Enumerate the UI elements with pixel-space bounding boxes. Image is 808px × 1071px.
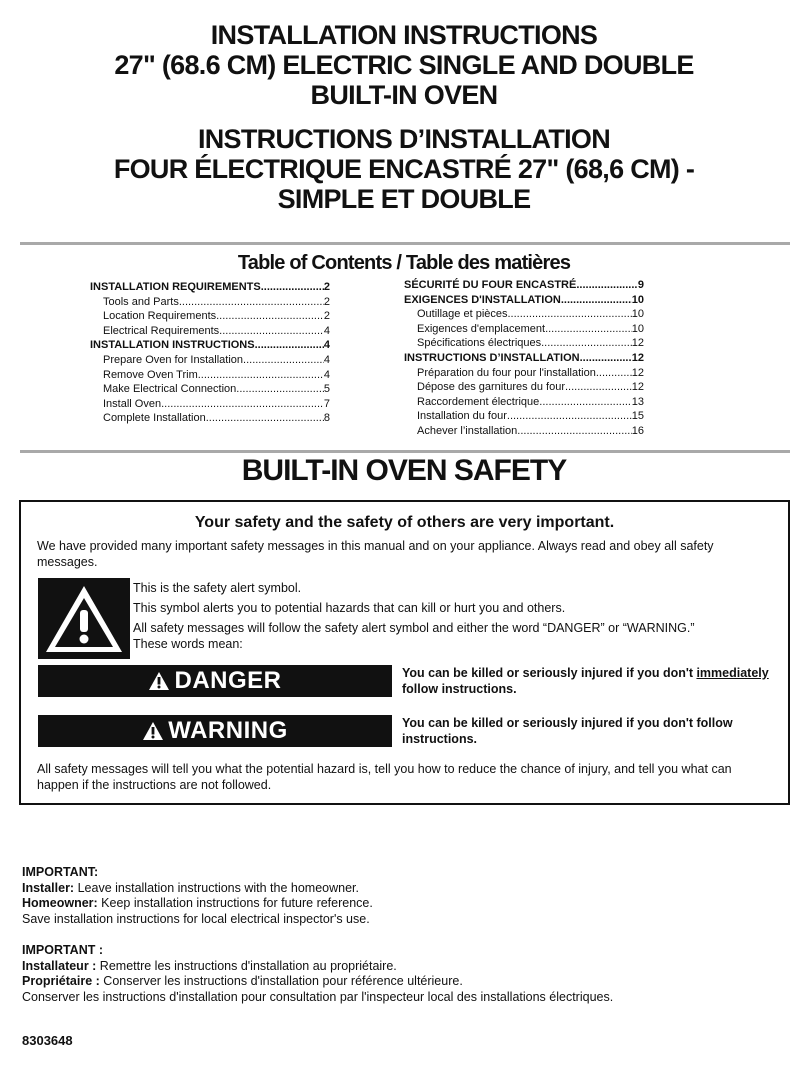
toc-entry-leader xyxy=(539,395,631,410)
toc-entry-leader xyxy=(596,366,632,381)
danger-message xyxy=(402,665,782,697)
toc-entry xyxy=(404,380,644,395)
toc-entry-page: 10 xyxy=(631,293,644,306)
document-number: 8303648 xyxy=(22,1033,73,1048)
toc-entry-label: INSTRUCTIONS D’INSTALLATION xyxy=(404,351,580,364)
safety-headline: Your safety and the safety of others are very important. xyxy=(194,514,615,531)
toc-entry-leader xyxy=(236,382,324,397)
toc-entry xyxy=(90,382,330,397)
toc-entry-leader xyxy=(541,336,632,351)
toc-entry xyxy=(404,278,644,293)
toc-entry-label: Exigences d'emplacement xyxy=(417,322,546,335)
important-en-installer xyxy=(22,881,792,897)
toc-entry-label: Installation du four xyxy=(417,410,507,423)
title-en-line2: 27" (68.6 CM) ELECTRIC SINGLE AND DOUBLE xyxy=(114,50,694,80)
toc-entry-label: EXIGENCES D'INSTALLATION xyxy=(404,293,561,306)
toc-entry-page: 4 xyxy=(323,368,330,381)
installateur-label: Installateur : xyxy=(22,958,97,973)
danger-banner xyxy=(38,665,392,697)
toc-entry-label: Make Electrical Connection xyxy=(103,383,237,396)
toc-entry-page: 15 xyxy=(631,410,644,423)
toc-entry-page: 5 xyxy=(323,383,330,396)
toc-entry-leader xyxy=(261,280,324,295)
title-fr-line1: INSTRUCTIONS D’INSTALLATION xyxy=(197,124,611,154)
toc-entry-page: 4 xyxy=(323,353,330,366)
toc-entry xyxy=(404,293,644,308)
toc-right-column xyxy=(404,278,644,439)
warning-banner xyxy=(38,715,392,747)
important-french xyxy=(22,943,792,1005)
homeowner-text: Keep installation instructions for future reference. xyxy=(97,896,373,911)
toc-entry-label: Spécifications électriques xyxy=(417,337,542,350)
warning-alert-icon xyxy=(142,721,164,741)
toc-entry xyxy=(404,409,644,424)
alert-line-4: These words mean: xyxy=(133,637,243,651)
toc-entry-page: 7 xyxy=(323,397,330,410)
toc-entry-label: Achever l’installation xyxy=(417,424,518,437)
toc-entry-label: Electrical Requirements xyxy=(103,324,220,337)
toc-entry-page: 13 xyxy=(631,395,644,408)
important-en-heading: IMPORTANT: xyxy=(22,865,99,879)
toc-entry xyxy=(90,280,330,295)
toc-entry-leader xyxy=(206,411,324,426)
installateur-text: Remettre les instructions d'installation au propriétaire. xyxy=(96,958,397,973)
alert-line-3: All safety messages will follow the safety alert symbol and either the word “DANGER” or “WARNING.” xyxy=(133,621,695,635)
toc-entry xyxy=(404,351,644,366)
toc-entry-page: 2 xyxy=(323,310,330,323)
toc-entry-page: 4 xyxy=(323,339,330,352)
alert-line-1: This is the safety alert symbol. xyxy=(133,581,302,595)
safety-heading: BUILT-IN OVEN SAFETY xyxy=(241,454,567,487)
danger-msg-part1: You can be killed or seriously injured if you don't xyxy=(402,666,697,680)
toc-entry-leader xyxy=(545,322,632,337)
safety-alert-icon xyxy=(38,578,130,659)
toc-entry-page: 4 xyxy=(323,324,330,337)
toc-entry xyxy=(90,353,330,368)
toc-entry-label: Complete Installation xyxy=(103,412,206,425)
installer-text: Leave installation instructions with the homeowner. xyxy=(74,880,359,895)
important-fr-heading: IMPORTANT : xyxy=(22,943,104,957)
toc-entry-label: Location Requirements xyxy=(103,310,217,323)
toc-entry-label: INSTALLATION INSTRUCTIONS xyxy=(90,339,255,352)
toc-entry-label: Outillage et pièces xyxy=(417,308,508,321)
important-english xyxy=(22,865,792,927)
toc-entry-label: Install Oven xyxy=(103,397,162,410)
toc-entry-label: INSTALLATION REQUIREMENTS xyxy=(90,281,261,293)
toc-entry-leader xyxy=(198,368,324,383)
safety-box xyxy=(19,500,790,805)
warning-message: You can be killed or seriously injured if you don't follow instructions. xyxy=(402,716,733,746)
toc-entry-leader xyxy=(243,353,324,368)
toc-entry-page: 8 xyxy=(323,412,330,425)
toc-entry xyxy=(404,322,644,337)
toc-entry xyxy=(90,411,330,426)
toc-entry xyxy=(404,395,644,410)
toc-entry xyxy=(90,397,330,412)
toc-entry-page: 12 xyxy=(631,337,644,350)
toc-entry-leader xyxy=(576,278,638,293)
toc-entry xyxy=(404,336,644,351)
toc-entry-page: 10 xyxy=(631,322,644,335)
toc-entry-leader xyxy=(517,424,631,439)
toc-entry xyxy=(90,368,330,383)
toc-entry-leader xyxy=(565,380,632,395)
toc-entry-leader xyxy=(508,307,632,322)
toc-entry-leader xyxy=(580,351,632,366)
safety-intro: We have provided many important safety messages in this manual and on your appliance. Always read and obey all safety messages. xyxy=(37,539,714,569)
toc-entry-page: 12 xyxy=(631,351,644,364)
warning-label: WARNING xyxy=(168,717,288,744)
proprietaire-text: Conserver les instructions d'installation pour référence ultérieure. xyxy=(99,974,463,989)
title-en-line3: BUILT-IN OVEN xyxy=(310,80,498,110)
toc-entry-label: Tools and Parts xyxy=(103,295,179,308)
toc-entry-label: SÉCURITÉ DU FOUR ENCASTRÉ xyxy=(404,279,577,291)
toc-entry xyxy=(404,307,644,322)
important-fr-installer xyxy=(22,959,792,975)
toc-entry xyxy=(90,295,330,310)
toc-entry-page: 9 xyxy=(637,279,644,291)
danger-msg-emphasis: immediately xyxy=(696,666,769,680)
divider-middle xyxy=(20,450,790,453)
toc-entry-label: Dépose des garnitures du four xyxy=(417,381,565,394)
toc-entry xyxy=(90,324,330,339)
title-english xyxy=(0,20,808,110)
toc-entry-label: Remove Oven Trim xyxy=(103,368,198,381)
toc-entry-page: 12 xyxy=(631,366,644,379)
toc-entry xyxy=(90,309,330,324)
toc-entry-leader xyxy=(216,309,324,324)
toc-entry-page: 2 xyxy=(323,295,330,308)
toc-left-column xyxy=(90,280,330,426)
toc-entry-label: Raccordement électrique xyxy=(417,395,540,408)
important-fr-homeowner xyxy=(22,974,792,990)
toc-entry-page: 2 xyxy=(323,281,330,293)
important-fr-inspector: Conserver les instructions d'installation pour consultation par l'inspecteur local des installations électriques. xyxy=(22,989,614,1004)
toc-entry-leader xyxy=(219,324,324,339)
homeowner-label: Homeowner: xyxy=(22,896,98,911)
installer-label: Installer: xyxy=(22,880,75,895)
toc-entry-label: Prepare Oven for Installation xyxy=(103,353,244,366)
title-fr-line2: FOUR ÉLECTRIQUE ENCASTRÉ 27" (68,6 CM) - xyxy=(113,154,695,184)
toc-entry-page: 12 xyxy=(631,381,644,394)
divider-top xyxy=(20,242,790,245)
important-en-homeowner xyxy=(22,896,792,912)
danger-label: DANGER xyxy=(174,667,282,694)
toc-entry xyxy=(404,366,644,381)
title-en-line1: INSTALLATION INSTRUCTIONS xyxy=(210,20,598,50)
proprietaire-label: Propriétaire : xyxy=(22,974,100,989)
title-french xyxy=(0,124,808,214)
toc-entry-page: 10 xyxy=(631,308,644,321)
title-fr-line3: SIMPLE ET DOUBLE xyxy=(277,184,531,214)
toc-entry-leader xyxy=(507,409,632,424)
toc-entry-leader xyxy=(179,295,324,310)
toc-entry-page: 16 xyxy=(631,424,644,437)
toc-heading: Table of Contents / Table des matières xyxy=(237,252,571,274)
danger-alert-icon xyxy=(148,671,170,691)
important-en-inspector: Save installation instructions for local electrical inspector's use. xyxy=(22,911,370,926)
danger-msg-part2: follow instructions. xyxy=(402,682,517,696)
toc-entry-label: Préparation du four pour l'installation xyxy=(417,366,596,379)
toc-entry-leader xyxy=(561,293,632,308)
toc-entry xyxy=(90,338,330,353)
alert-line-2: This symbol alerts you to potential hazards that can kill or hurt you and others. xyxy=(133,601,566,615)
safety-outro: All safety messages will tell you what the potential hazard is, tell you how to reduce the chance of injury, and tell you what can happen if the instructions are not followed. xyxy=(37,762,732,792)
toc-entry-leader xyxy=(255,338,324,353)
toc-entry xyxy=(404,424,644,439)
toc-entry-leader xyxy=(161,397,324,412)
